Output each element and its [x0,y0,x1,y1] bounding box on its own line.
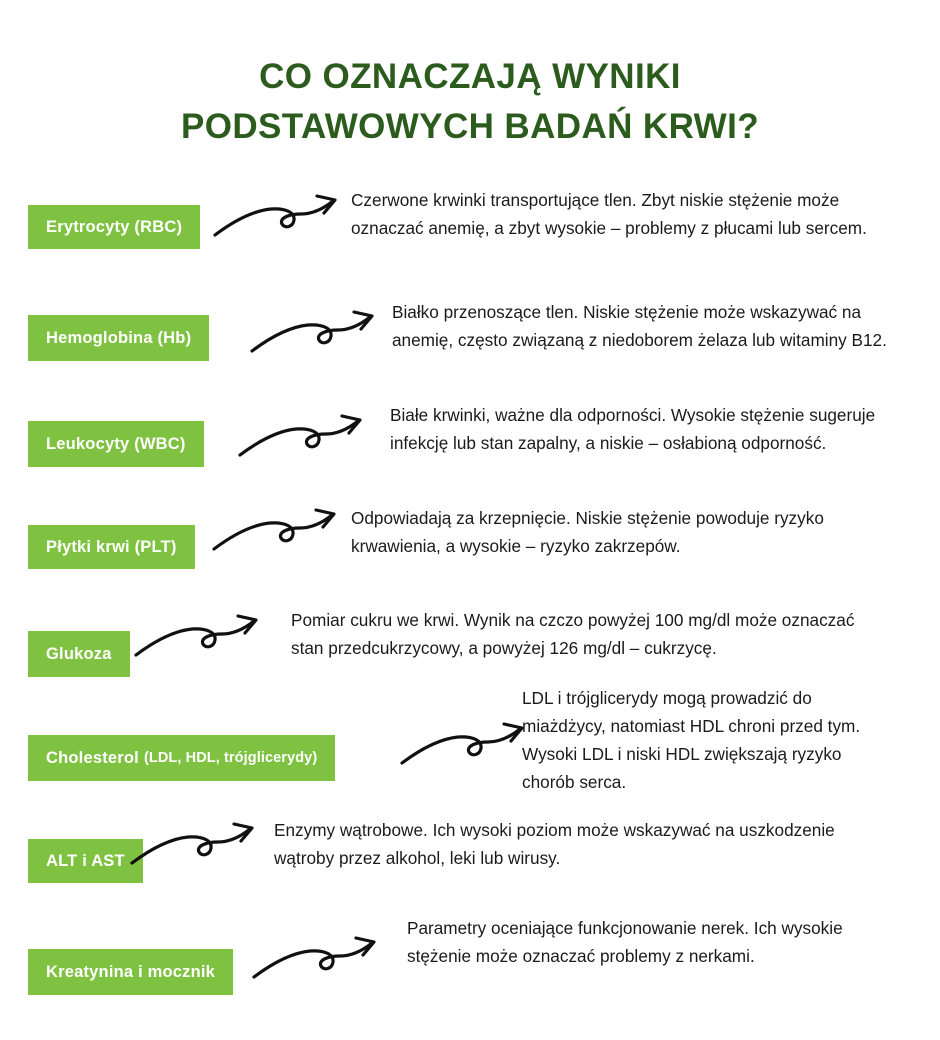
curved-arrow-icon [252,931,382,991]
parameter-description: Białko przenoszące tlen. Niskie stężenie może wskazywać na anemię, często związaną z niedoborem żelaza lub witaminy B12. [392,302,887,351]
page-title [0,0,940,151]
page-title-line-2: PODSTAWOWYCH BADAŃ KRWI? [181,106,759,146]
parameter-badge-plytki-krwi[interactable] [28,525,195,569]
list-item [0,820,940,929]
parameter-description: Parametry oceniające funkcjonowanie nerek. Ich wysokie stężenie może oznaczać problemy z nerkami. [407,918,843,967]
parameter-description: Odpowiadają za krzepnięcie. Niskie stężenie powoduje ryzyko krwawienia, a wysokie – ryzyko zakrzepów. [351,508,824,557]
parameter-description: Enzymy wątrobowe. Ich wysoki poziom może wskazywać na uszkodzenie wątroby przez alkohol, leki lub wirusy. [274,820,835,869]
parameter-badge-cholesterol[interactable] [28,735,335,781]
list-item [0,399,940,505]
curved-arrow-icon [238,409,368,469]
curved-arrow-icon [400,717,530,777]
parameter-badge-glukoza[interactable] [28,631,130,677]
curved-arrow-icon [250,305,380,365]
parameter-badge-leukocyty[interactable] [28,421,204,467]
parameter-badge-kreatynina-i-mocznik[interactable] [28,949,233,995]
parameter-description: Białe krwinki, ważne dla odporności. Wysokie stężenie sugeruje infekcję lub stan zapalny, a niskie – osłabioną odporność. [390,405,876,454]
curved-arrow-icon [212,503,342,563]
parameter-badge-label: Kreatynina i mocznik [46,963,216,982]
parameter-badge-label: Hemoglobina (Hb) [46,329,192,348]
list-item [0,688,940,823]
parameter-description: Czerwone krwinki transportujące tlen. Zbyt niskie stężenie może oznaczać anemię, a zbyt wysokie – problemy z płucami lub sercem. [351,190,867,239]
parameter-badge-label: Erytrocyty (RBC) [46,218,183,237]
parameter-badge-erytrocyty[interactable] [28,205,200,249]
curved-arrow-icon [134,609,264,669]
curved-arrow-icon [213,189,343,249]
list-item [0,187,940,293]
parameter-badge-label: Cholesterol [46,749,139,768]
list-item [0,293,940,399]
parameter-description: LDL i trójglicerydy mogą prowadzić do miażdżycy, natomiast HDL chroni przed tym. Wysoki LDL i niski HDL zwiększają ryzyko chorób serca. [522,688,861,792]
parameter-list [0,187,940,1035]
parameter-badge-label: Glukoza [46,645,112,664]
page-title-line-1: CO OZNACZAJĄ WYNIKI [259,57,681,96]
list-item [0,918,940,1035]
list-item [0,505,940,611]
parameter-badge-hemoglobina[interactable] [28,315,209,361]
parameter-badge-alt-i-ast[interactable] [28,839,143,883]
parameter-badge-label: Leukocyty (WBC) [46,435,186,454]
parameter-badge-label: Płytki krwi (PLT) [46,538,177,557]
parameter-description: Pomiar cukru we krwi. Wynik na czczo powyżej 100 mg/dl może oznaczać stan przedcukrzycowy, a powyżej 126 mg/dl – cukrzycę. [291,610,855,659]
parameter-badge-sublabel: (LDL, HDL, trójglicerydy) [143,750,318,767]
curved-arrow-icon [130,817,260,877]
parameter-badge-label: ALT i AST [46,852,125,871]
